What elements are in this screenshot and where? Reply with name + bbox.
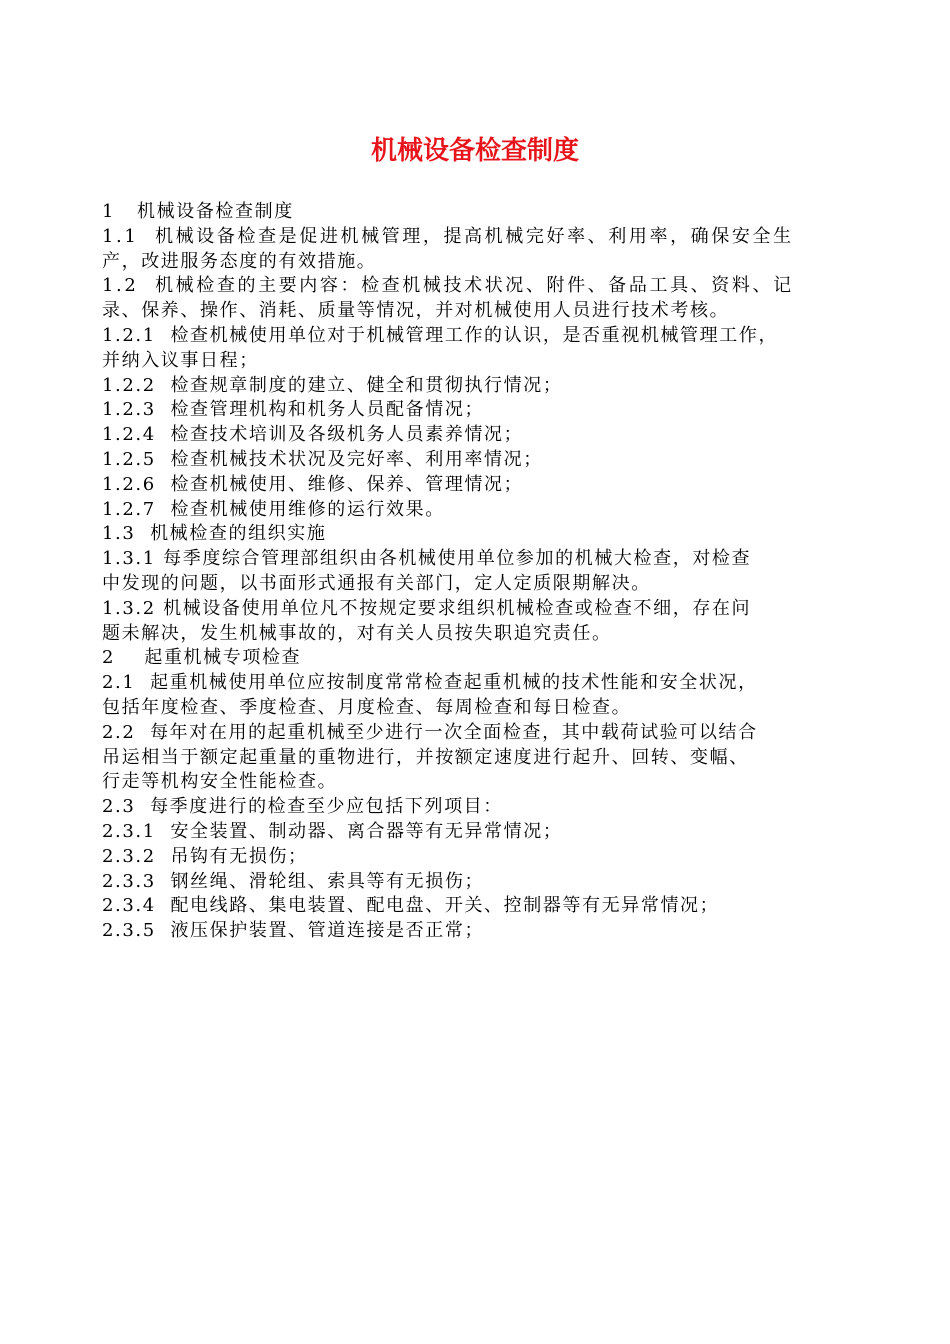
text-line: 1.3 机械检查的组织实施: [102, 523, 327, 545]
text-line: 1 机械设备检查制度: [102, 201, 294, 222]
text-line: 1.2.7 检查机械使用维修的运行效果。: [102, 498, 445, 520]
text-line: 2.3.3 钢丝绳、滑轮组、索具等有无损伤；: [102, 870, 485, 892]
text-line: 1.3.1 每季度综合管理部组织由各机械使用单位参加的机械大检查，对检查: [102, 548, 752, 570]
text-line: 录、保养、操作、消耗、质量等情况，并对机械使用人员进行技术考核。: [102, 300, 730, 322]
text-line: 1.2.4 检查技术培训及各级机务人员素养情况；: [102, 424, 524, 446]
text-line: 1.2 机械检查的主要内容：检查机械技术状况、附件、备品工具、资料、记: [102, 275, 794, 297]
text-line: 1.1 机械设备检查是促进机械管理，提高机械完好率、利用率，确保安全生: [102, 225, 794, 247]
text-line: 1.3.2 机械设备使用单位凡不按规定要求组织机械检查或检查不细，存在问: [102, 597, 752, 619]
text-line: 吊运相当于额定起重量的重物进行，并按额定速度进行起升、回转、变幅、: [102, 746, 749, 768]
text-line: 2.3.5 液压保护装置、管道连接是否正常；: [102, 920, 485, 942]
text-line: 2.3 每季度进行的检查至少应包括下列项目：: [102, 796, 503, 818]
text-line: 1.2.5 检查机械技术状况及完好率、利用率情况；: [102, 448, 543, 470]
text-line: 2 起重机械专项检查: [102, 647, 302, 669]
text-line: 1.2.6 检查机械使用、维修、保养、管理情况；: [102, 473, 524, 495]
text-line: 包括年度检查、季度检查、月度检查、每周检查和每日检查。: [102, 696, 632, 718]
text-line: 产，改进服务态度的有效措施。: [102, 250, 377, 272]
text-line: 行走等机构安全性能检查。: [102, 771, 338, 793]
text-line: 1.2.3 检查管理机构和机务人员配备情况；: [102, 399, 485, 421]
text-line: 2.1 起重机械使用单位应按制度常常检查起重机械的技术性能和安全状况，: [102, 672, 758, 694]
text-line: 2.3.4 配电线路、集电装置、配电盘、开关、控制器等有无异常情况；: [102, 895, 720, 917]
text-line: 2.2 每年对在用的起重机械至少进行一次全面检查，其中载荷试验可以结合: [102, 721, 758, 743]
text-line: 1.2.1 检查机械使用单位对于机械管理工作的认识，是否重视机械管理工作，: [102, 324, 779, 346]
document-title: 机械设备检查制度: [370, 136, 579, 166]
text-line: 2.3.2 吊钩有无损伤；: [102, 845, 308, 867]
text-line: 并纳入议事日程；: [102, 349, 259, 371]
text-line: 1.2.2 检查规章制度的建立、健全和贯彻执行情况；: [102, 374, 563, 396]
text-line: 2.3.1 安全装置、制动器、离合器等有无异常情况；: [102, 820, 563, 842]
document-body: [102, 200, 862, 944]
text-line: 题未解决，发生机械事故的，对有关人员按失职追究责任。: [102, 622, 612, 644]
text-line: 中发现的问题，以书面形式通报有关部门，定人定质限期解决。: [102, 572, 651, 594]
